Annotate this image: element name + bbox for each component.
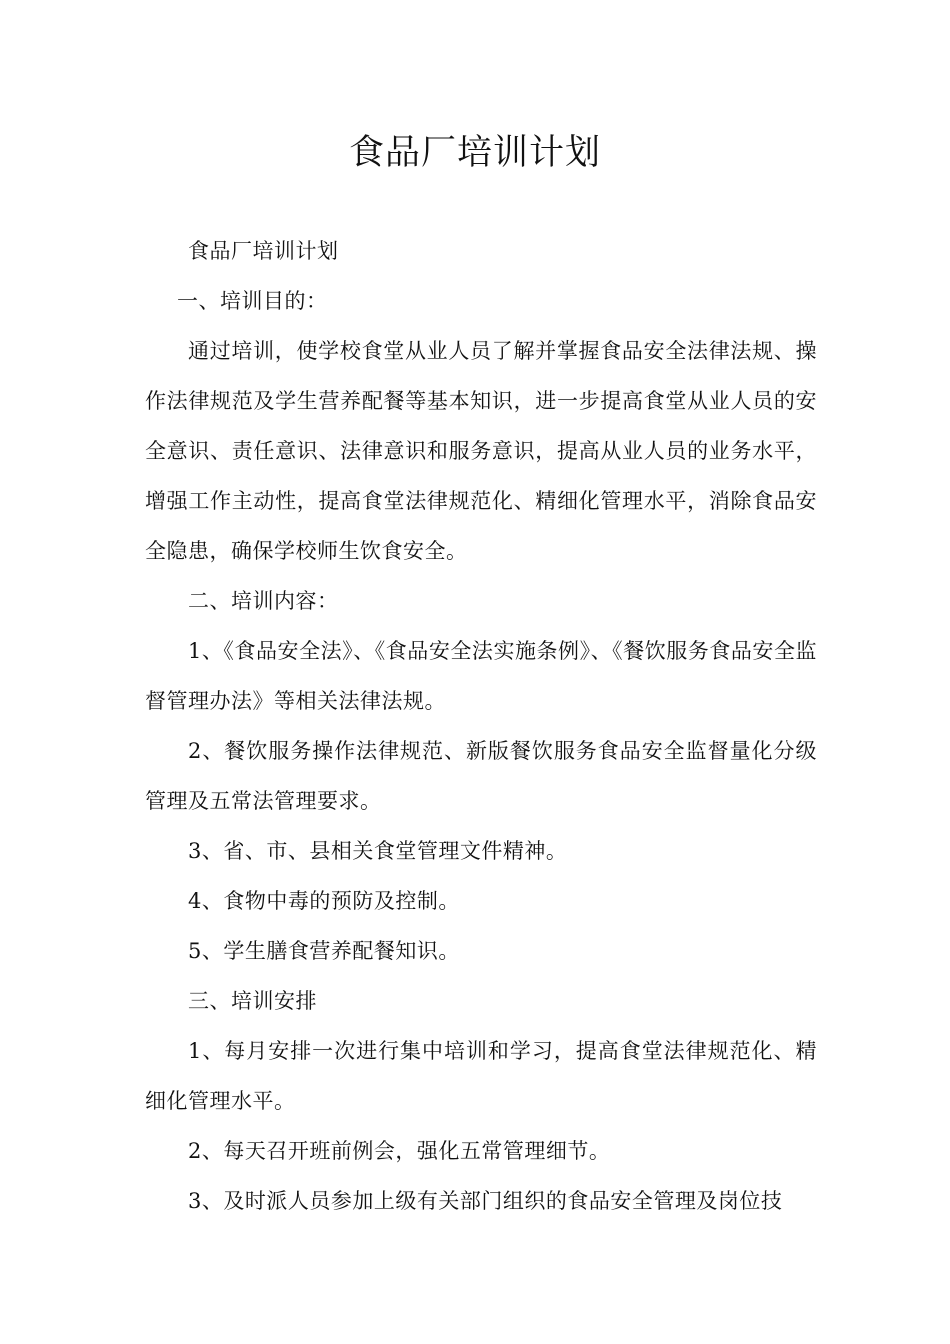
list-item-content-1: 1、《食品安全法》、《食品安全法实施条例》、《餐饮服务食品安全监督管理办法》等相关法律法规。 xyxy=(145,639,817,713)
list-item-arrangement-1: 1、每月安排一次进行集中培训和学习，提高食堂法律规范化、精细化管理水平。 xyxy=(145,1039,817,1113)
list-item-content-2: 2、餐饮服务操作法律规范、新版餐饮服务食品安全监督量化分级管理及五常法管理要求。 xyxy=(145,739,817,813)
heading-training-content: 二、培训内容： xyxy=(188,589,339,613)
list-item-arrangement-3: 3、及时派人员参加上级有关部门组织的食品安全管理及岗位技 xyxy=(188,1189,783,1213)
list-item-content-3: 3、省、市、县相关食堂管理文件精神。 xyxy=(188,839,568,863)
paragraph-subtitle: 食品厂培训计划 xyxy=(188,239,339,263)
heading-training-purpose: 一、培训目的： xyxy=(177,289,328,313)
list-item-content-5: 5、学生膳食营养配餐知识。 xyxy=(188,939,460,963)
paragraph-training-purpose: 通过培训，使学校食堂从业人员了解并掌握食品安全法律法规、操作法律规范及学生营养配餐等基本知识，进一步提高食堂从业人员的安全意识、责任意识、法律意识和服务意识，提高从业人员的业务水平，增强工作主动性，提高食堂法律规范化、精细化管理水平，消除食品安全隐患，确保学校师生饮食安全。 xyxy=(145,339,817,563)
heading-training-arrangement: 三、培训安排 xyxy=(188,989,317,1013)
list-item-content-4: 4、食物中毒的预防及控制。 xyxy=(188,889,460,913)
document-body xyxy=(145,226,817,1226)
list-item-arrangement-2: 2、每天召开班前例会，强化五常管理细节。 xyxy=(188,1139,611,1163)
document-title: 食品厂培训计划 xyxy=(348,133,601,173)
